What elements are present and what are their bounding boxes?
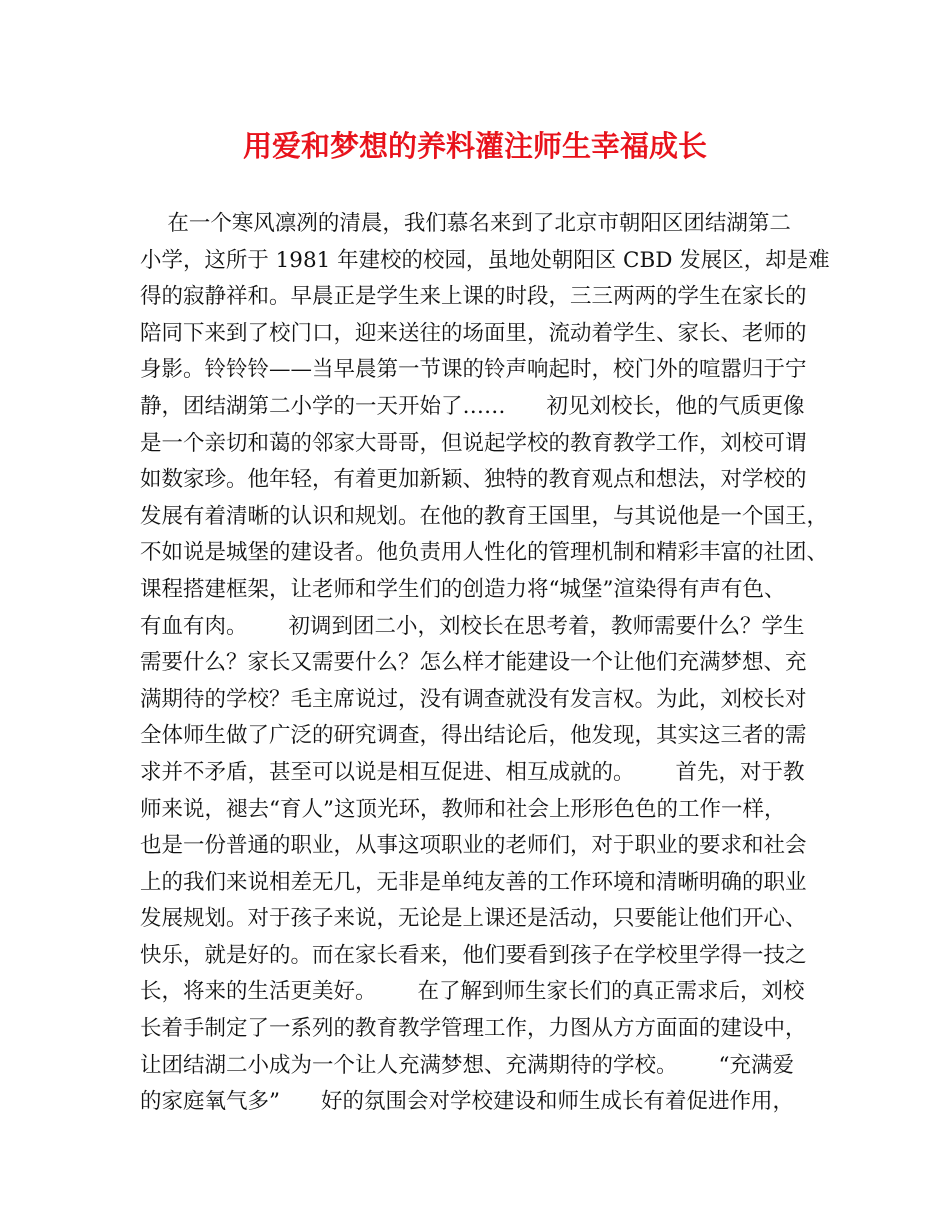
text-line: 的家庭氧气多” 好的氛围会对学校建设和师生成长有着促进作用，	[140, 1089, 794, 1115]
text-line: 在一个寒风凛冽的清晨，我们慕名来到了北京市朝阳区团结湖第二	[140, 211, 791, 236]
text-line: 陪同下来到了校门口，迎来送往的场面里，流动着学生、家长、老师的	[140, 320, 807, 346]
text-line: 如数家珍。他年轻，有着更加新颖、独特的教育观点和想法，对学校的	[140, 467, 807, 493]
text-line: 不如说是城堡的建设者。他负责用人性化的管理机制和精彩丰富的社团、	[140, 540, 829, 566]
text-line: 上的我们来说相差无几，无非是单纯友善的工作环境和清晰明确的职业	[140, 869, 807, 895]
text-line: 让团结湖二小成为一个让人充满梦想、充满期待的学校。 “充满爱	[140, 1052, 794, 1078]
text-line: 是一个亲切和蔼的邻家大哥哥，但说起学校的教育教学工作，刘校可谓	[140, 430, 807, 456]
text-line: 发展规划。对于孩子来说，无论是上课还是活动，只要能让他们开心、	[140, 906, 807, 932]
text-line: 小学，这所于 1981 年建校的校园，虽地处朝阳区 CBD 发展区，却是难	[140, 247, 830, 273]
text-line: 快乐，就是好的。而在家长看来，他们要看到孩子在学校里学得一技之	[140, 942, 807, 968]
text-line: 师来说，褪去“育人”这顶光环，教师和社会上形形色色的工作一样，	[140, 796, 786, 822]
document-body	[140, 206, 830, 1121]
document-title: 用爱和梦想的养料灌注师生幸福成长	[242, 129, 707, 163]
text-line: 需要什么？家长又需要什么？怎么样才能建设一个让他们充满梦想、充	[140, 650, 807, 676]
text-line: 全体师生做了广泛的研究调查，得出结论后，他发现，其实这三者的需	[140, 723, 807, 749]
text-line: 课程搭建框架，让老师和学生们的创造力将“城堡”渲染得有声有色、	[140, 576, 786, 602]
text-line: 得的寂静祥和。早晨正是学生来上课的时段，三三两两的学生在家长的	[140, 284, 807, 310]
text-line: 求并不矛盾，甚至可以说是相互促进、相互成就的。 首先，对于教	[140, 759, 805, 785]
text-line: 静，团结湖第二小学的一天开始了…… 初见刘校长，他的气质更像	[140, 393, 805, 419]
text-line: 长着手制定了一系列的教育教学管理工作，力图从方方面面的建设中，	[140, 1016, 807, 1042]
text-line: 满期待的学校？毛主席说过，没有调查就没有发言权。为此，刘校长对	[140, 686, 807, 712]
text-line: 长，将来的生活更美好。 在了解到师生家长们的真正需求后，刘校	[140, 979, 805, 1005]
text-line: 身影。铃铃铃——当早晨第一节课的铃声响起时，校门外的喧嚣归于宁	[140, 357, 807, 383]
text-line: 有血有肉。 初调到团二小，刘校长在思考着，教师需要什么？学生	[140, 613, 805, 639]
text-line: 也是一份普通的职业，从事这项职业的老师们，对于职业的要求和社会	[140, 833, 807, 859]
text-line: 发展有着清晰的认识和规划。在他的教育王国里，与其说他是一个国王，	[140, 503, 829, 529]
